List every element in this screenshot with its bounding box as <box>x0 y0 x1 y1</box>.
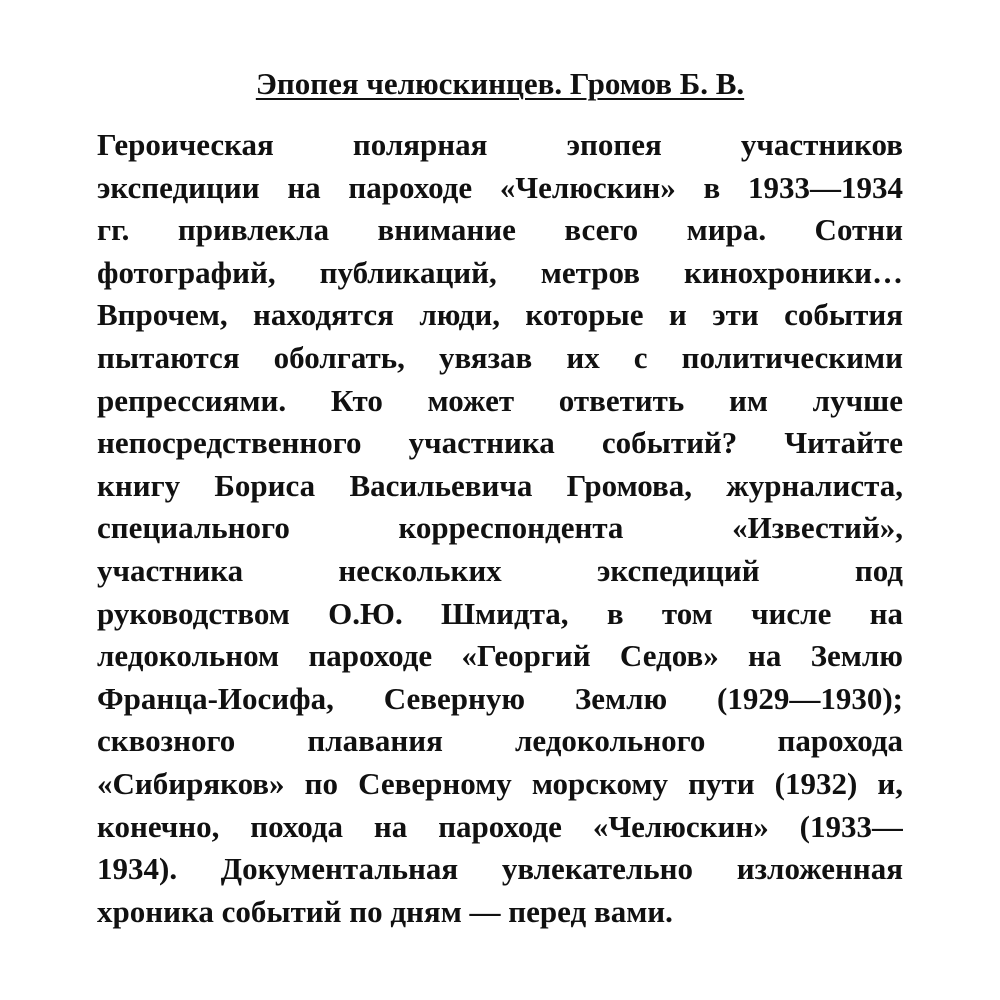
paragraph-line: книгу Бориса Васильевича Громова, журналиста, <box>97 467 903 503</box>
description-paragraph <box>97 124 903 933</box>
page-title <box>0 64 1000 104</box>
paragraph-line: Героическая полярная эпопея участников <box>97 127 903 162</box>
paragraph-line: гг. привлекла внимание всего мира. Сотни <box>97 212 903 248</box>
paragraph-line: Франца-Иосифа, Северную Землю (1929—1930); <box>97 680 903 716</box>
paragraph-line: руководством О.Ю. Шмидта, в том числе на <box>97 595 903 631</box>
paragraph-line: непосредственного участника событий? Читайте <box>97 425 903 461</box>
page-title-text: Эпопея челюскинцев. Громов Б. В. <box>255 66 745 101</box>
paragraph-line: конечно, похода на пароходе «Челюскин» (1933— <box>97 808 903 844</box>
paragraph-line: сквозного плавания ледокольного парохода <box>97 723 903 759</box>
paragraph-line: «Сибиряков» по Северному морскому пути (1932) и, <box>97 765 903 801</box>
paragraph-line: экспедиции на пароходе «Челюскин» в 1933—1934 <box>97 169 903 205</box>
paragraph-line: участника нескольких экспедиций под <box>97 552 903 588</box>
paragraph-line: Впрочем, находятся люди, которые и эти события <box>97 297 903 333</box>
paragraph-line: хроника событий по дням — перед вами. <box>97 893 673 929</box>
paragraph-line: фотографий, публикаций, метров кинохроники… <box>97 254 903 290</box>
paragraph-line: специального корреспондента «Известий», <box>97 510 903 546</box>
paragraph-line: ледокольном пароходе «Георгий Седов» на Землю <box>97 638 903 674</box>
paragraph-line: 1934). Документальная увлекательно изложенная <box>97 851 903 887</box>
paragraph-line: пытаются оболгать, увязав их с политическими <box>97 339 903 375</box>
paragraph-line: репрессиями. Кто может ответить им лучше <box>97 382 903 418</box>
